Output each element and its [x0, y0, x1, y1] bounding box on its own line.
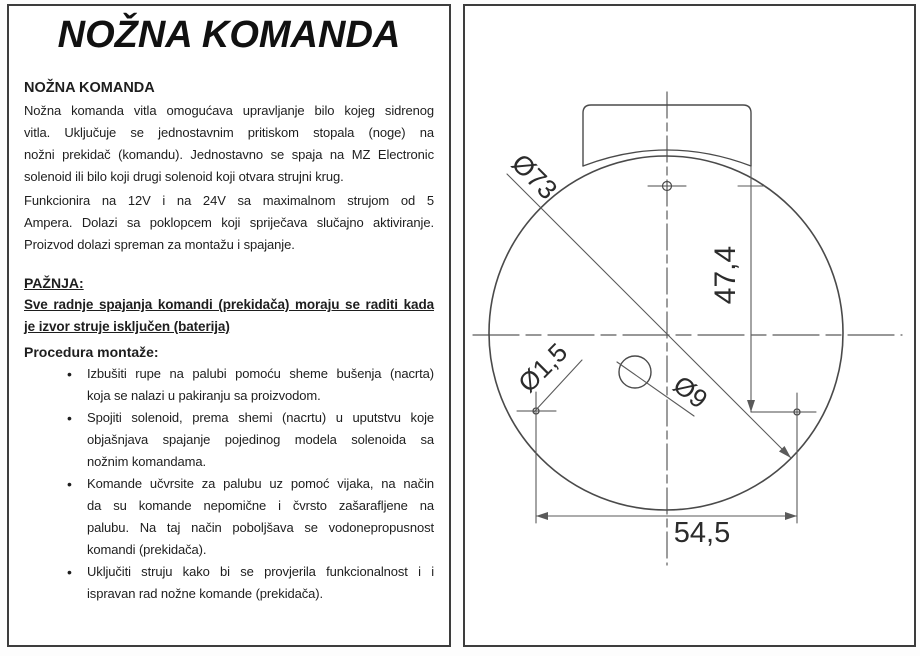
drilling-diagram-panel — [463, 4, 916, 647]
intro-paragraph-2 — [24, 190, 434, 256]
technical-drawing — [465, 6, 910, 641]
text-line: da su komande nepomične i čvrsto zašarafljene na — [87, 498, 434, 513]
text-line: objašnjava spajanje pojedinog modela solenoida sa — [87, 432, 434, 447]
dim-label-width: 54,5 — [673, 517, 731, 549]
document-title: NOŽNA KOMANDA — [57, 14, 401, 56]
text-line: ispravan rad nožne komande (prekidača). — [87, 586, 324, 601]
list-item — [24, 363, 434, 407]
bullet-icon: • — [67, 366, 72, 382]
text-line: vitla. Uključuje se jednostavnim pritiskom stopala (noge) na — [24, 125, 434, 140]
dim-label-center-hole: Ø9 — [667, 369, 714, 415]
text-line: Nožna komanda vitla omogućava upravljanje bilo kojeg sidrenog — [24, 103, 434, 118]
section-heading: NOŽNA KOMANDA — [24, 80, 155, 96]
bullet-icon: • — [67, 410, 72, 426]
warning-heading: PAŽNJA: — [24, 275, 84, 291]
list-item-text — [87, 561, 434, 605]
text-line: Proizvod dolazi spreman za montažu i spajanje. — [24, 237, 295, 252]
list-item — [24, 407, 434, 473]
list-item-text — [87, 407, 434, 473]
text-line: Sve radnje spajanja komandi (prekidača) moraju se raditi kada — [24, 297, 434, 312]
text-line: komandi (prekidača). — [87, 542, 207, 557]
text-line: koja se nalazi u pakiranju sa proizvodom. — [87, 388, 321, 403]
center-hole — [619, 356, 651, 388]
text-line: Spojiti solenoid, prema shemi (nacrtu) u uputstvu koje — [87, 410, 434, 425]
dim-width-arrow-right — [785, 512, 797, 520]
text-column — [14, 12, 444, 605]
text-line: Komande učvrsite za palubu uz pomoć vijaka, na način — [87, 476, 434, 491]
dim-label-height: 47,4 — [709, 245, 742, 305]
text-line: nožni prekidač (komandu). Jednostavno se spaja na MZ Electronic — [24, 147, 434, 162]
dim-width-arrow-left — [536, 512, 548, 520]
text-line: Uključiti struju kako bi se provjerila funkcionalnost i i — [87, 564, 434, 579]
list-item — [24, 473, 434, 561]
bullet-icon: • — [67, 476, 72, 492]
text-line: solenoid ili bilo koji drugi solenoid koji otvara strujni krug. — [24, 169, 344, 184]
instructions-panel — [7, 4, 451, 647]
dim-height-arrow — [747, 400, 755, 412]
list-item-text — [87, 473, 434, 561]
text-line: Ampera. Dolazi sa poklopcem koji spriječava slučajno aktiviranje. — [24, 215, 434, 230]
warning-text — [24, 294, 434, 338]
text-line: Funkcionira na 12V i na 24V sa maximalnom strujom od 5 — [24, 193, 434, 208]
procedure-heading: Procedura montaže: — [24, 344, 159, 360]
bullet-icon: • — [67, 564, 72, 580]
text-line: palubu. Na taj način poboljšava se vodonepropusnost — [87, 520, 434, 535]
dim-diameter-line — [507, 174, 791, 458]
text-line: nožnim komandama. — [87, 454, 206, 469]
procedure-list — [24, 363, 434, 605]
dim-label-diameter: Ø73 — [505, 147, 564, 206]
list-item-text — [87, 363, 434, 407]
text-line: je izvor struje isključen (baterija) — [24, 319, 230, 334]
text-line: Izbušiti rupe na palubi pomoću sheme bušenja (nacrta) — [87, 366, 434, 381]
list-item — [24, 561, 434, 605]
intro-paragraph-1 — [24, 100, 434, 188]
dim-label-small-hole: Ø1,5 — [512, 337, 574, 399]
